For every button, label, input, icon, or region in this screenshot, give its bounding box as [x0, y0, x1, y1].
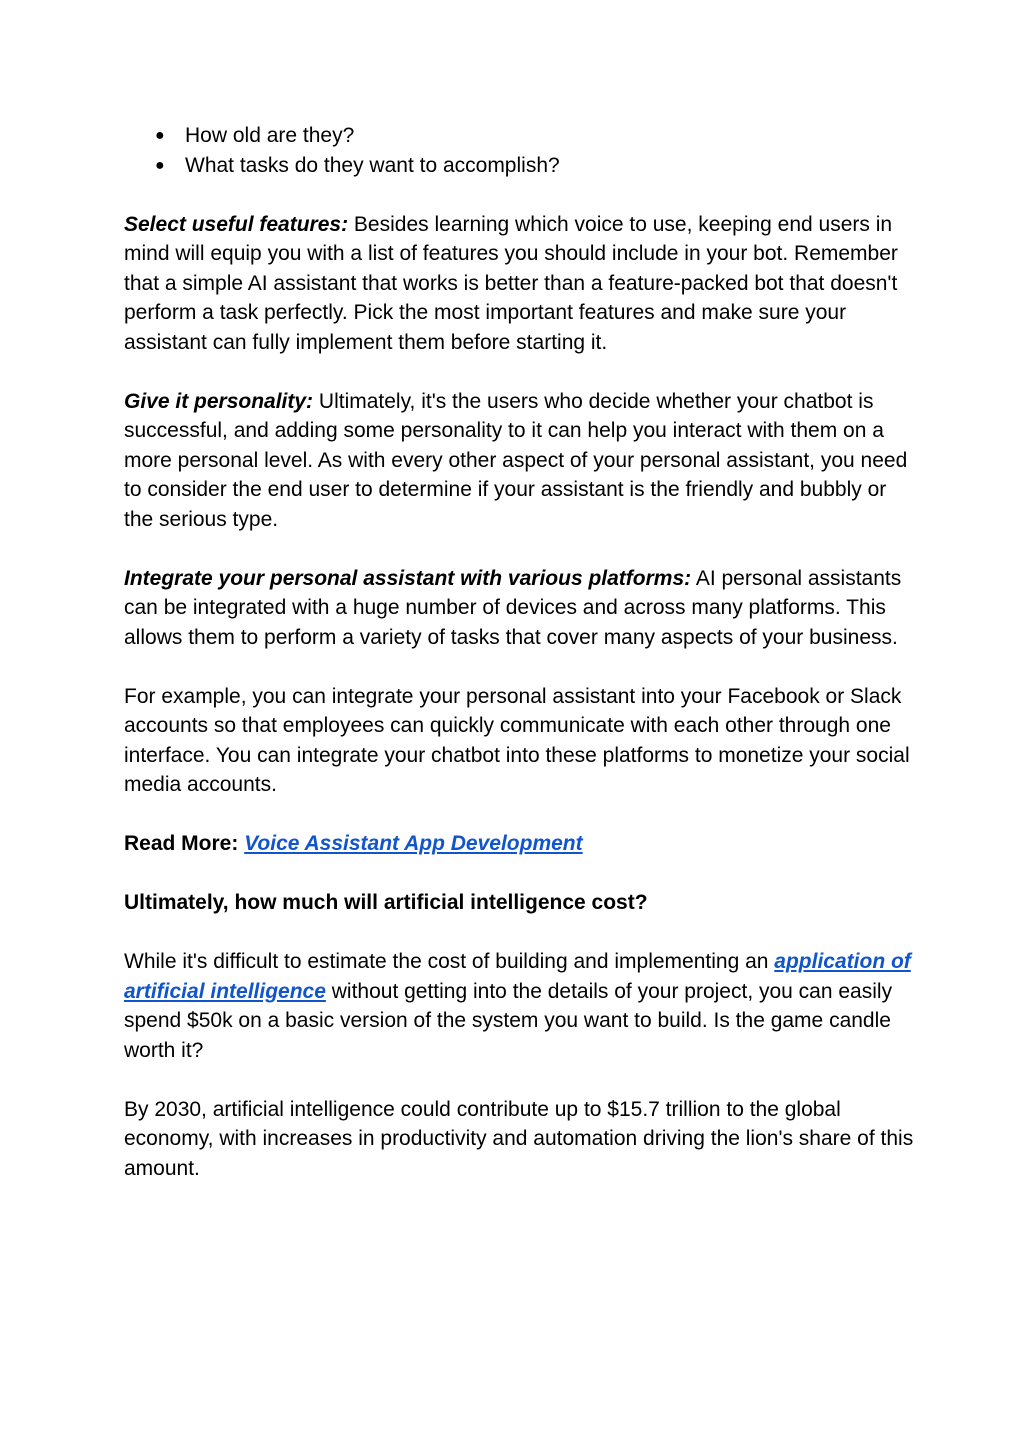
- cost-heading: Ultimately, how much will artificial intelligence cost?: [124, 891, 648, 914]
- integrate-heading: Integrate your personal assistant with various platforms:: [124, 566, 692, 590]
- list-item: [124, 121, 914, 151]
- ai-application-link[interactable]: application of artificial intelligence: [124, 950, 911, 1003]
- integrate-body: AI personal assistants can be integrated with a huge number of devices and across many platforms. This allows them to perform a variety of tasks that cover many aspects of your business.: [124, 566, 902, 649]
- personality-heading: Give it personality:: [124, 389, 314, 413]
- spacer: [124, 180, 914, 210]
- read-more-paragraph: [124, 829, 914, 859]
- list-item-text: How old are they?: [185, 124, 355, 147]
- list-item-text: What tasks do they want to accomplish?: [185, 153, 560, 177]
- read-more-label: Read More:: [124, 832, 239, 855]
- bullet-icon: ●: [155, 127, 165, 144]
- bullet-icon: ●: [155, 156, 165, 174]
- forecast-paragraph: By 2030, artificial intelligence could contribute up to $15.7 trillion to the global economy, with increases in productivity and automation driving the lion's share of this amount.: [124, 1097, 914, 1180]
- cost-text-after: without getting into the details of your project, you can easily spend $50k on a basic version of the system you want to build. Is the game candle worth it?: [124, 979, 893, 1062]
- integrate-paragraph: [124, 564, 914, 653]
- cost-text-before: While it's difficult to estimate the cost of building and implementing an: [124, 950, 775, 973]
- document-page: [124, 121, 914, 1213]
- list-item: [124, 151, 914, 181]
- example-paragraph: For example, you can integrate your personal assistant into your Facebook or Slack accounts so that employees can quickly communicate with each other through one interface. You can integrate your chatbot into these platforms to monetize your social media accounts.: [124, 684, 910, 796]
- features-heading: Select useful features:: [124, 212, 349, 236]
- cost-paragraph: [124, 947, 914, 1065]
- question-list: [124, 121, 914, 180]
- features-paragraph: [124, 210, 914, 358]
- personality-body: Ultimately, it's the users who decide whether your chatbot is successful, and adding some personality to it can help you interact with them on a more personal level. As with every other aspect of your personal assistant, you need to consider the end user to determine if your assistant is the friendly and bubbly or the serious type.: [124, 389, 908, 531]
- features-body: Besides learning which voice to use, keeping end users in mind will equip you with a list of features you should include in your bot. Remember that a simple AI assistant that works is better than a feature-packed bot that doesn't perform a task perfectly. Pick the most important features and make sure your assistant can fully implement them before starting it.: [124, 212, 898, 354]
- personality-paragraph: [124, 387, 914, 535]
- voice-assistant-link[interactable]: Voice Assistant App Development: [244, 832, 583, 855]
